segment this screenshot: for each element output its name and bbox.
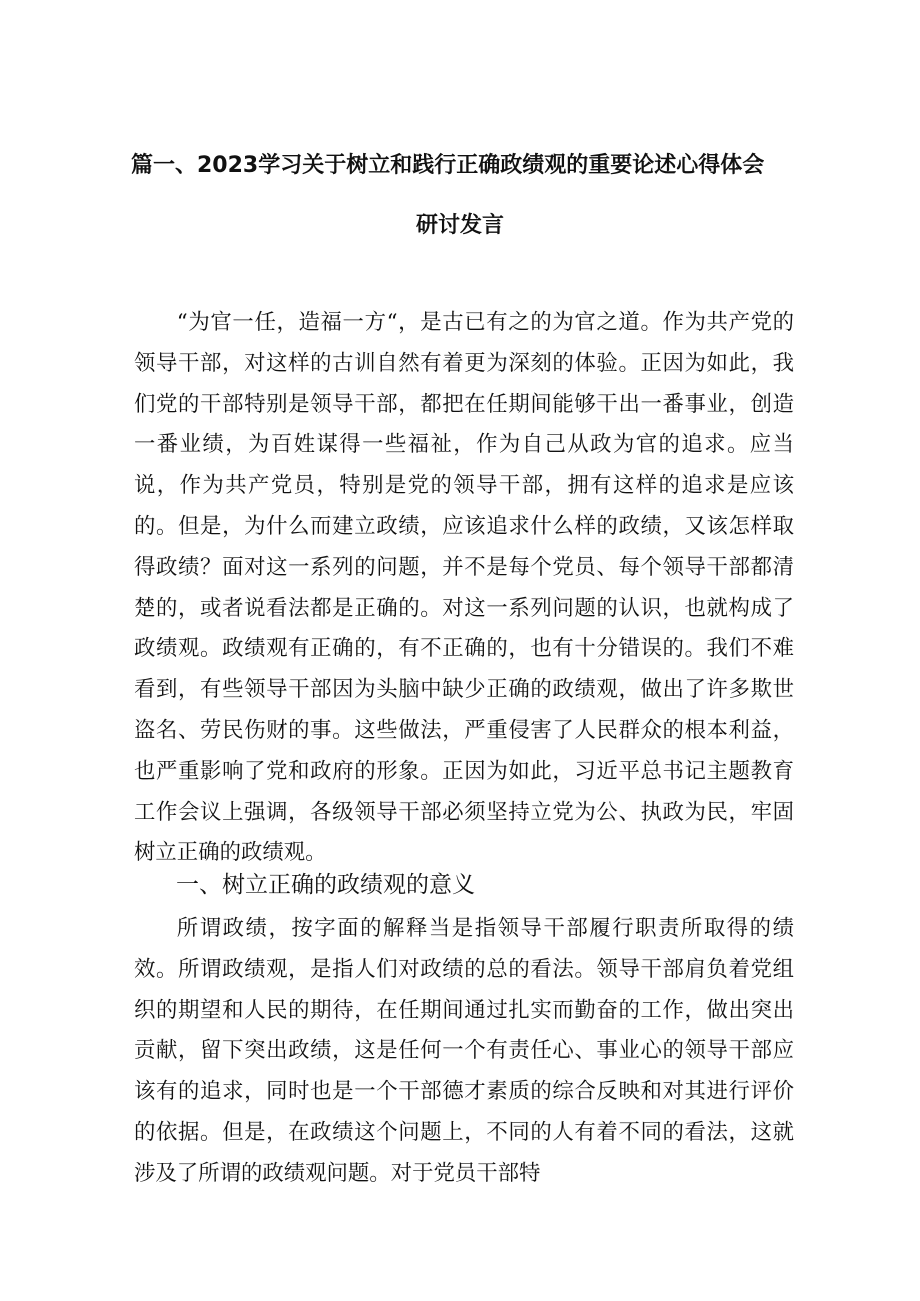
body-paragraph: “为官一任，造福一方“，是古已有之的为官之道。作为共产党的领导干部，对这样的古训自然有着更为深刻的体验。正因为如此，我们党的干部特别是领导干部，都把在任期间能够干出一番事业，创造一番业绩，为百姓谋得一些福祉，作为自己从政为官的追求。应当说，作为共产党员，特别是党的领导干部，拥有这样的追求是应该的。但是，为什么而建立政绩，应该追求什么样的政绩，又该怎样取得政绩？面对这一系列的问题，并不是每个党员、每个领导干部都清楚的，或者说看法都是正确的。对这一系列问题的认识，也就构成了政绩观。政绩观有正确的，有不正确的，也有十分错误的。我们不难看到，有些领导干部因为头脑中缺少正确的政绩观，做出了许多欺世盗名、劳民伤财的事。这些做法，严重侵害了人民群众的根本利益，也严重影响了党和政府的形象。正因为如此，习近平总书记主题教育工作会议上强调，各级领导干部必须坚持立党为公、执政为民，牢固树立正确的政绩观。: [134, 310, 794, 866]
document-subtitle: 研讨发言: [415, 213, 504, 238]
body-paragraph: 所谓政绩，按字面的解释当是指领导干部履行职责所取得的绩效。所谓政绩观，是指人们对政绩的总的看法。领导干部肩负着党组织的期望和人民的期待，在任期间通过扎实而勤奋的工作，做出突出贡献，留下突出政绩，这是任何一个有责任心、事业心的领导干部应该有的追求，同时也是一个干部德才素质的综合反映和对其进行评价的依据。但是，在政绩这个问题上，不同的人有着不同的看法，这就涉及了所谓的政绩观问题。对于党员干部特: [134, 916, 794, 1186]
document-title: 篇一、2023学习关于树立和践行正确政绩观的重要论述心得体会: [131, 153, 765, 178]
section-heading: 一、树立正确的政绩观的意义: [176, 872, 475, 898]
